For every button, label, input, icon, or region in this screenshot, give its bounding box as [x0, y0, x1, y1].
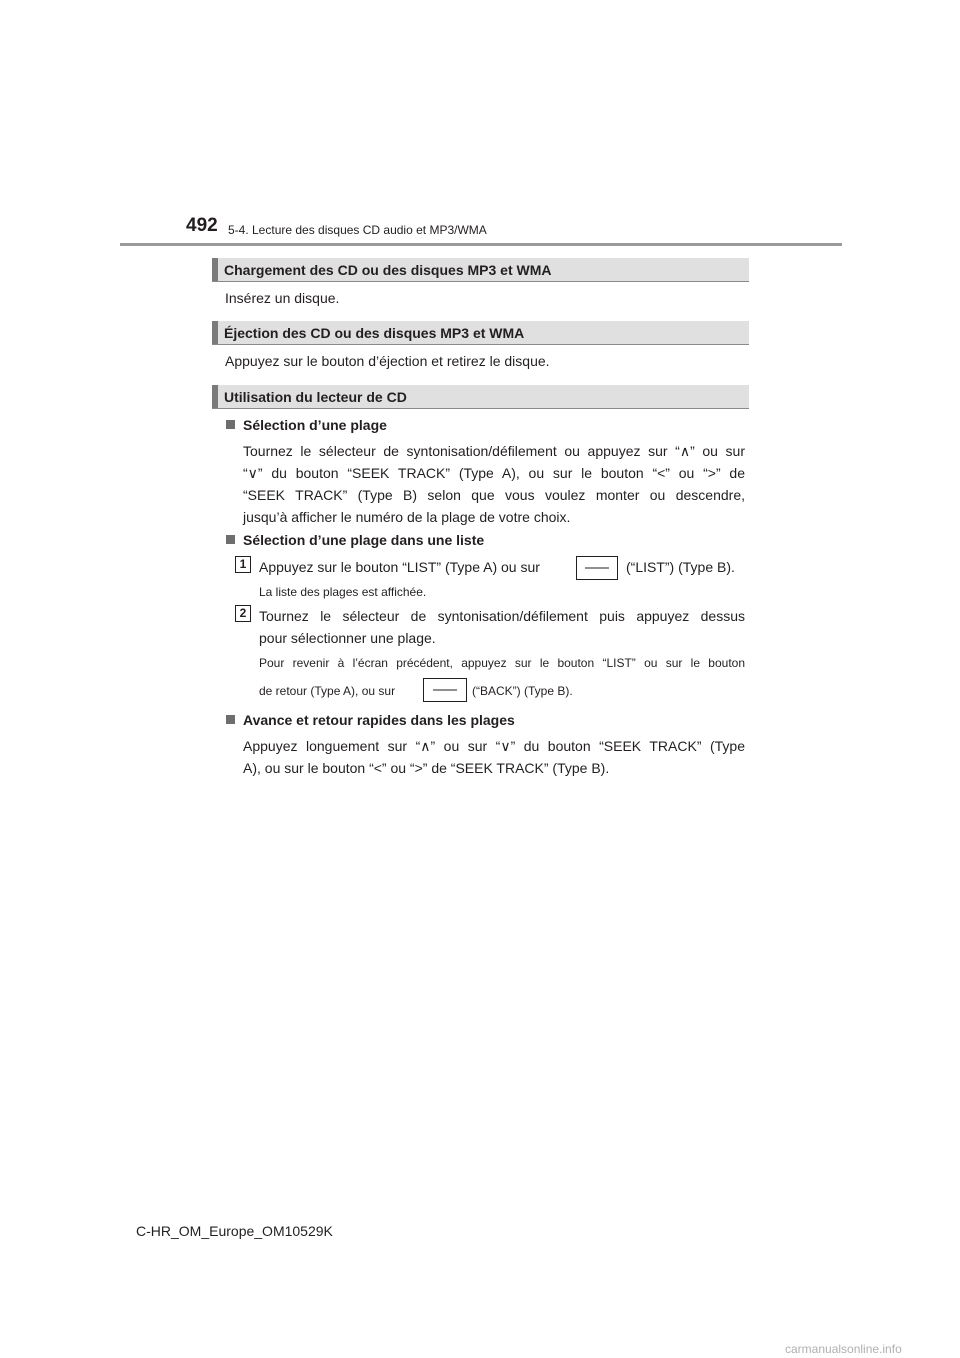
paragraph-line: Appuyez longuement sur “∧” ou sur “∨” du bouton “SEEK TRACK” (Type [243, 738, 745, 754]
section-body: Appuyez sur le bouton d’éjection et retirez le disque. [225, 353, 550, 369]
section-bar-loading [212, 258, 749, 282]
section-title: Chargement des CD ou des disques MP3 et WMA [224, 262, 552, 278]
step-number-2: 2 [235, 605, 251, 622]
paragraph-line: “∨” du bouton “SEEK TRACK” (Type A), ou sur le bouton “<” ou “>” de [243, 465, 745, 481]
bullet-heading-track-select [226, 417, 387, 433]
watermark: carmanualsonline.info [785, 1342, 902, 1356]
section-bar-cd-player [212, 385, 749, 409]
back-screen-button [423, 678, 467, 702]
bullet-square-icon [226, 715, 235, 724]
bullet-square-icon [226, 535, 235, 544]
step-1-text-before: Appuyez sur le bouton “LIST” (Type A) ou sur [259, 559, 540, 575]
bullet-heading-fast [226, 712, 515, 728]
paragraph-line: Tournez le sélecteur de syntonisation/défilement puis appuyez dessus [259, 608, 745, 624]
section-accent [212, 258, 218, 281]
header-rule [120, 243, 842, 246]
button-dash-icon [433, 690, 457, 691]
footer-doc-code: C-HR_OM_Europe_OM10529K [136, 1223, 333, 1239]
bullet-text: Avance et retour rapides dans les plages [243, 712, 515, 728]
bullet-heading-list-select [226, 532, 484, 548]
paragraph-line: Tournez le sélecteur de syntonisation/défilement ou appuyez sur “∧” ou sur [243, 443, 745, 459]
paragraph-line: A), ou sur le bouton “<” ou “>” de “SEEK TRACK” (Type B). [243, 760, 610, 776]
bullet-square-icon [226, 420, 235, 429]
section-accent [212, 385, 218, 408]
paragraph-line: “SEEK TRACK” (Type B) selon que vous voulez monter ou descendre, [243, 487, 745, 503]
step-2-note-after: (“BACK”) (Type B). [472, 684, 573, 698]
step-2-note-before: de retour (Type A), ou sur [259, 684, 396, 698]
section-accent [212, 321, 218, 344]
paragraph-line: jusqu’à afficher le numéro de la plage de votre choix. [243, 509, 571, 525]
section-breadcrumb: 5-4. Lecture des disques CD audio et MP3/WMA [228, 223, 487, 237]
section-title: Éjection des CD ou des disques MP3 et WMA [224, 325, 525, 341]
paragraph-line: pour sélectionner une plage. [259, 630, 436, 646]
step-1-note: La liste des plages est affichée. [259, 585, 427, 599]
step-1-text-after: (“LIST”) (Type B). [626, 559, 735, 575]
bullet-text: Sélection d’une plage [243, 417, 387, 433]
step-number-1: 1 [235, 556, 251, 573]
section-body: Insérez un disque. [225, 290, 340, 306]
section-title: Utilisation du lecteur de CD [224, 389, 407, 405]
list-screen-button [576, 556, 618, 580]
section-bar-eject [212, 321, 749, 345]
page-number: 492 [186, 215, 218, 236]
bullet-text: Sélection d’une plage dans une liste [243, 532, 485, 548]
button-dash-icon [585, 568, 609, 569]
step-2-note-line: Pour revenir à l’écran précédent, appuyez sur le bouton “LIST” ou sur le bouton [259, 656, 745, 670]
